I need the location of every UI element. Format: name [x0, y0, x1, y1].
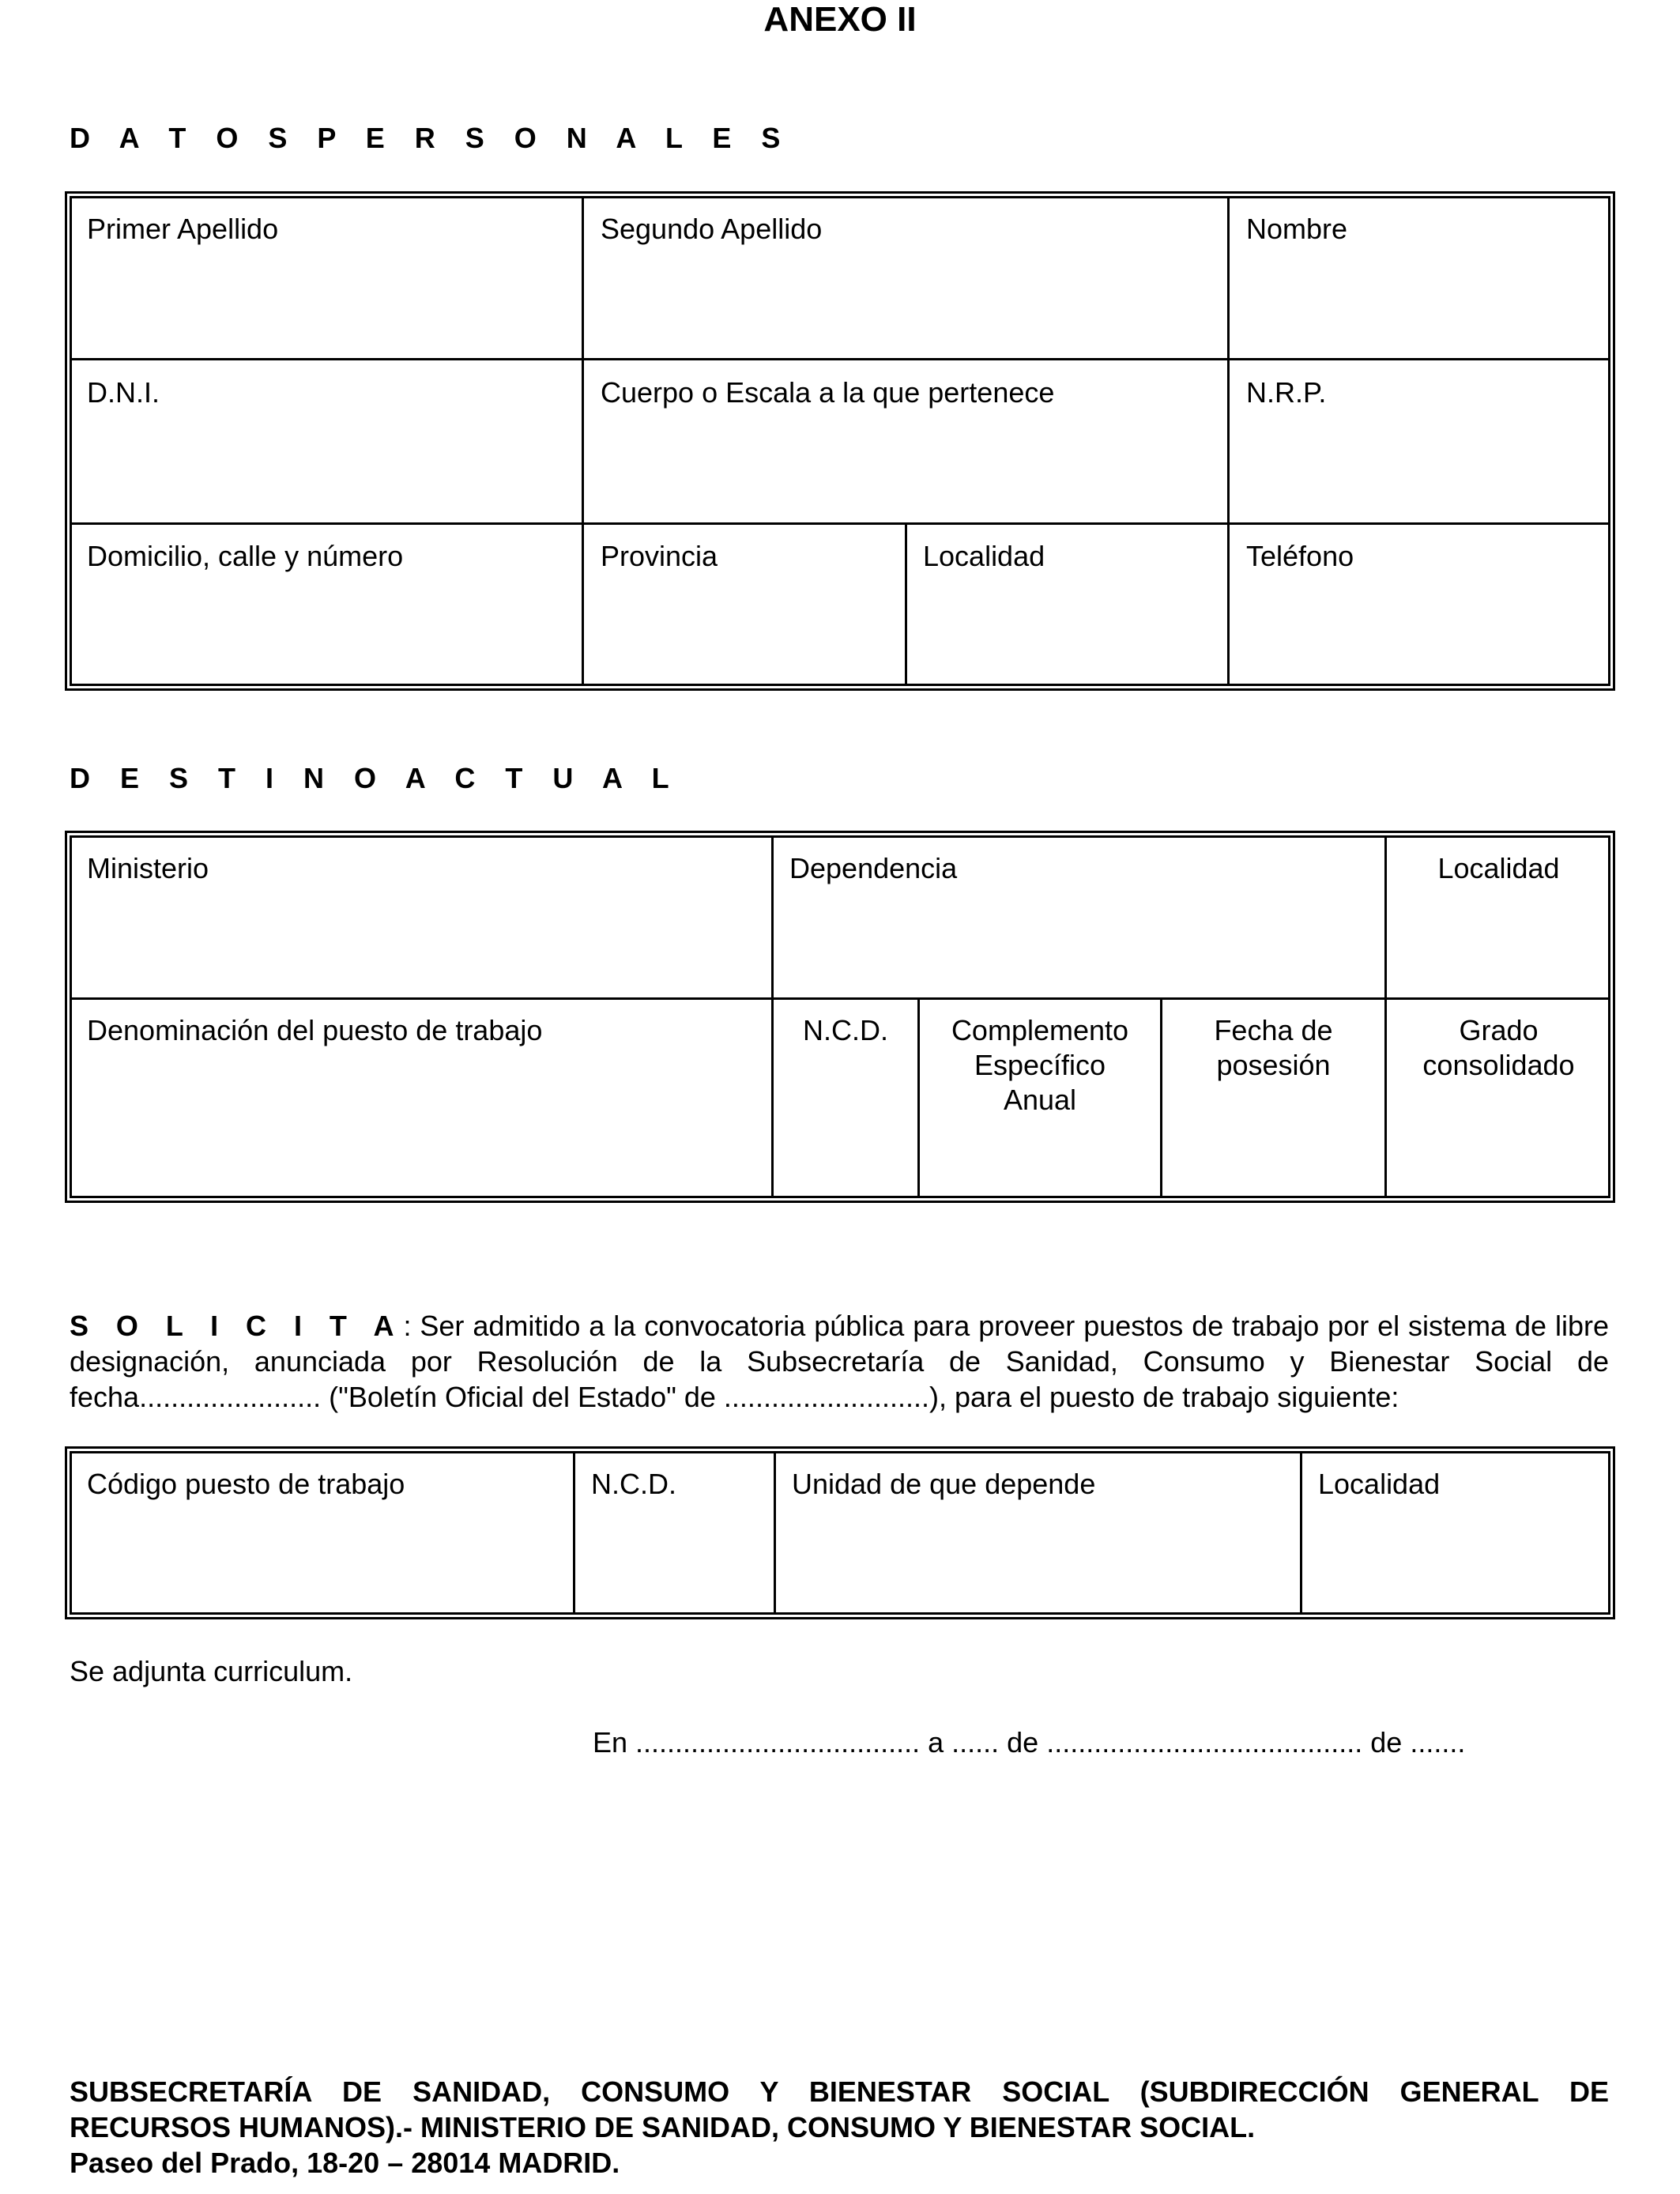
- field-nombre[interactable]: Nombre: [1246, 213, 1348, 245]
- field-localidad-destino[interactable]: Localidad: [1437, 852, 1560, 884]
- row-divider: [70, 997, 1610, 1000]
- col-divider: [774, 1451, 776, 1615]
- row-divider: [70, 358, 1610, 360]
- field-ncd[interactable]: N.C.D.: [803, 1014, 888, 1046]
- fecha-line: Fecha de: [1214, 1014, 1333, 1046]
- complemento-line: Complemento: [951, 1014, 1129, 1046]
- field-grado-consolidado[interactable]: [1387, 1013, 1610, 1083]
- footer-line-1: SUBSECRETARÍA DE SANIDAD, CONSUMO Y BIENESTAR SOCIAL (SUBDIRECCIÓN GENERAL DE: [70, 2075, 1609, 2108]
- field-ministerio[interactable]: Ministerio: [87, 852, 209, 884]
- col-divider: [905, 522, 907, 686]
- solicita-line-3: fecha....................... ("Boletín Oficial del Estado" de ..........................), para el puesto de trabajo siguiente:: [70, 1381, 1399, 1413]
- field-complemento-especifico[interactable]: [920, 1013, 1160, 1118]
- field-dni[interactable]: D.N.I.: [87, 376, 160, 409]
- fecha-line: posesión: [1216, 1049, 1331, 1081]
- field-localidad[interactable]: Localidad: [923, 540, 1045, 572]
- grado-line: consolidado: [1422, 1049, 1575, 1081]
- field-telefono[interactable]: Teléfono: [1246, 540, 1354, 572]
- grado-line: Grado: [1459, 1014, 1539, 1046]
- field-localidad-puesto[interactable]: Localidad: [1318, 1468, 1441, 1500]
- col-divider: [582, 196, 584, 686]
- field-denominacion-puesto[interactable]: Denominación del puesto de trabajo: [87, 1014, 543, 1046]
- row-divider: [70, 522, 1610, 525]
- col-divider: [573, 1451, 575, 1615]
- solicita-line-1: [70, 1308, 1609, 1344]
- section-heading-destino-actual: D E S T I N O A C T U A L: [70, 762, 680, 794]
- fecha-lugar-line: En .................................... a ...... de ........................................ de .......: [593, 1726, 1466, 1759]
- footer-address: [70, 2074, 1609, 2181]
- field-segundo-apellido[interactable]: Segundo Apellido: [601, 213, 823, 245]
- field-nrp[interactable]: N.R.P.: [1246, 376, 1327, 409]
- field-domicilio[interactable]: Domicilio, calle y número: [87, 540, 404, 572]
- footer-line-3: Paseo del Prado, 18-20 – 28014 MADRID.: [70, 2147, 620, 2179]
- field-dependencia[interactable]: Dependencia: [789, 852, 958, 884]
- solicita-lead: S O L I C I T A: [70, 1310, 404, 1342]
- solicita-text-1: : Ser admitido a la convocatoria pública para proveer puestos de trabajo por el sistema de libre: [403, 1310, 1609, 1342]
- field-codigo-puesto[interactable]: Código puesto de trabajo: [87, 1468, 405, 1500]
- field-fecha-posesion[interactable]: [1162, 1013, 1384, 1083]
- field-provincia[interactable]: Provincia: [601, 540, 718, 572]
- page-title: ANEXO II: [763, 0, 917, 39]
- col-divider: [1227, 196, 1230, 686]
- field-ncd-puesto[interactable]: N.C.D.: [591, 1468, 676, 1500]
- field-cuerpo-escala[interactable]: Cuerpo o Escala a la que pertenece: [601, 376, 1055, 409]
- solicita-line-2: designación, anunciada por Resolución de la Subsecretaría de Sanidad, Consumo y Bienestar Social de: [70, 1345, 1609, 1378]
- col-divider: [1300, 1451, 1302, 1615]
- field-primer-apellido[interactable]: Primer Apellido: [87, 213, 279, 245]
- complemento-line: Específico: [974, 1049, 1106, 1081]
- datos-personales-inner-border: [70, 196, 1610, 686]
- complemento-line: Anual: [1003, 1084, 1077, 1116]
- adjunta-curriculum: Se adjunta curriculum.: [70, 1655, 353, 1687]
- section-heading-datos-personales: D A T O S P E R S O N A L E S: [70, 122, 792, 154]
- field-unidad-depende[interactable]: Unidad de que depende: [792, 1468, 1096, 1500]
- solicita-paragraph: [70, 1308, 1609, 1415]
- footer-line-2: RECURSOS HUMANOS).- MINISTERIO DE SANIDAD, CONSUMO Y BIENESTAR SOCIAL.: [70, 2111, 1256, 2143]
